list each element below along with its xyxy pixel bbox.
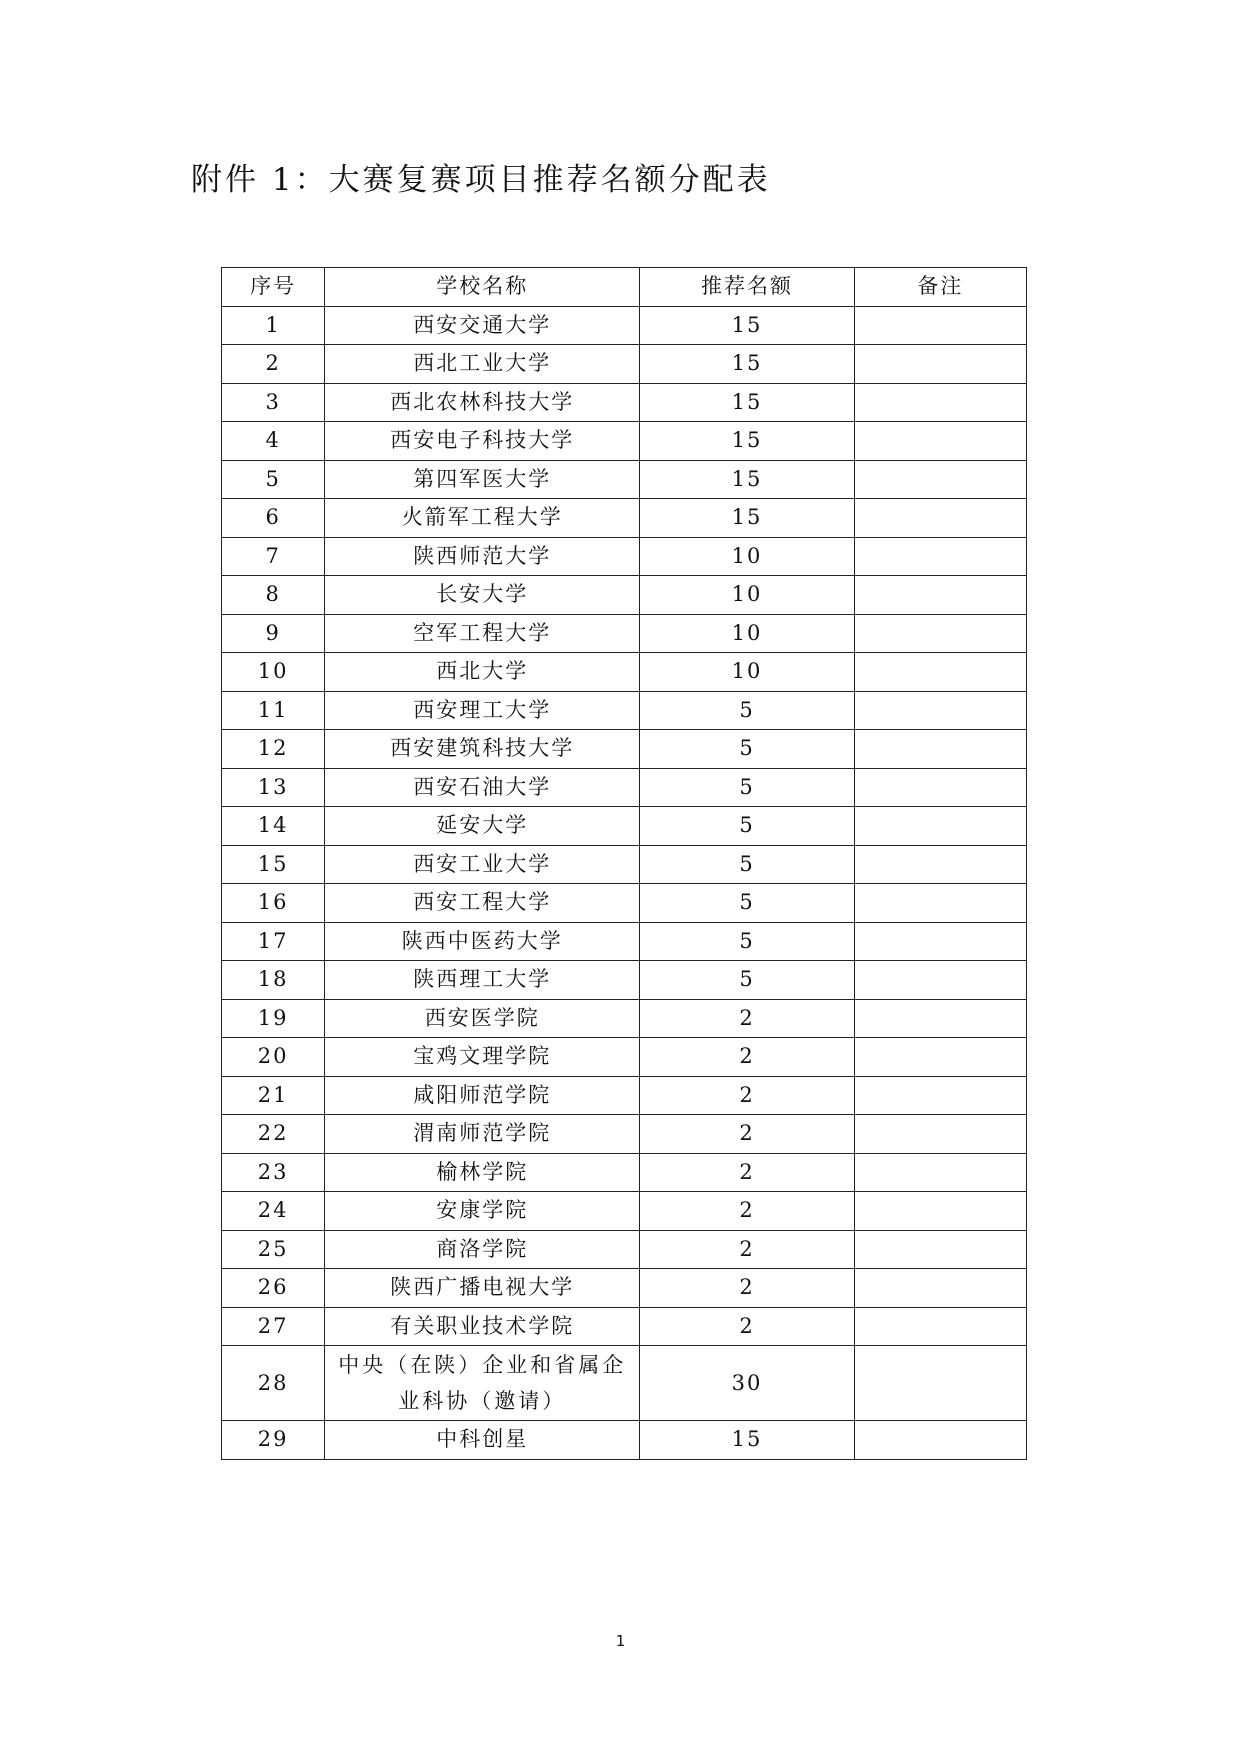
row-number: 11 [222, 691, 325, 730]
remark-cell [854, 1115, 1026, 1154]
remark-cell [854, 345, 1026, 384]
quota-value: 2 [640, 1307, 855, 1346]
school-name: 陕西理工大学 [325, 961, 640, 1000]
remark-cell [854, 884, 1026, 923]
table-row [222, 1192, 1027, 1231]
table-row [222, 1115, 1027, 1154]
remark-cell [854, 768, 1026, 807]
quota-value: 15 [640, 383, 855, 422]
remark-cell [854, 730, 1026, 769]
school-name: 宝鸡文理学院 [325, 1038, 640, 1077]
school-name: 西北大学 [325, 653, 640, 692]
table-row [222, 845, 1027, 884]
table-row [222, 922, 1027, 961]
table-row [222, 1230, 1027, 1269]
quota-allocation-table [221, 267, 1027, 1460]
remark-cell [854, 1076, 1026, 1115]
table-header-row [222, 268, 1027, 307]
remark-cell [854, 1153, 1026, 1192]
row-number: 3 [222, 383, 325, 422]
quota-value: 30 [640, 1346, 855, 1421]
quota-value: 2 [640, 1115, 855, 1154]
quota-value: 15 [640, 422, 855, 461]
row-number: 17 [222, 922, 325, 961]
school-name: 西安理工大学 [325, 691, 640, 730]
remark-cell [854, 460, 1026, 499]
quota-value: 10 [640, 614, 855, 653]
school-name: 中科创星 [325, 1421, 640, 1460]
quota-value: 5 [640, 768, 855, 807]
remark-cell [854, 422, 1026, 461]
remark-cell [854, 845, 1026, 884]
school-name: 长安大学 [325, 576, 640, 615]
remark-cell [854, 807, 1026, 846]
row-number: 21 [222, 1076, 325, 1115]
school-name: 商洛学院 [325, 1230, 640, 1269]
quota-value: 15 [640, 345, 855, 384]
remark-cell [854, 1307, 1026, 1346]
table-row [222, 1153, 1027, 1192]
table-row [222, 961, 1027, 1000]
remark-cell [854, 1269, 1026, 1308]
row-number: 22 [222, 1115, 325, 1154]
table-row [222, 499, 1027, 538]
quota-value: 10 [640, 653, 855, 692]
table-row [222, 1269, 1027, 1308]
row-number: 10 [222, 653, 325, 692]
school-name: 咸阳师范学院 [325, 1076, 640, 1115]
school-name: 西安电子科技大学 [325, 422, 640, 461]
row-number: 4 [222, 422, 325, 461]
row-number: 20 [222, 1038, 325, 1077]
row-number: 9 [222, 614, 325, 653]
remark-cell [854, 1346, 1026, 1421]
row-number: 12 [222, 730, 325, 769]
table-row [222, 1307, 1027, 1346]
school-name: 延安大学 [325, 807, 640, 846]
quota-value: 5 [640, 807, 855, 846]
row-number: 1 [222, 306, 325, 345]
table-row [222, 306, 1027, 345]
school-name: 西北农林科技大学 [325, 383, 640, 422]
row-number: 5 [222, 460, 325, 499]
row-number: 18 [222, 961, 325, 1000]
row-number: 15 [222, 845, 325, 884]
remark-cell [854, 1421, 1026, 1460]
school-name: 西安工业大学 [325, 845, 640, 884]
header-remark: 备注 [854, 268, 1026, 307]
row-number: 28 [222, 1346, 325, 1421]
row-number: 29 [222, 1421, 325, 1460]
row-number: 19 [222, 999, 325, 1038]
table-row [222, 691, 1027, 730]
table-row [222, 1421, 1027, 1460]
quota-value: 2 [640, 1230, 855, 1269]
school-name: 西北工业大学 [325, 345, 640, 384]
remark-cell [854, 1192, 1026, 1231]
table-row [222, 1076, 1027, 1115]
remark-cell [854, 383, 1026, 422]
school-name: 火箭军工程大学 [325, 499, 640, 538]
table-row [222, 460, 1027, 499]
remark-cell [854, 499, 1026, 538]
remark-cell [854, 961, 1026, 1000]
row-number: 25 [222, 1230, 325, 1269]
row-number: 23 [222, 1153, 325, 1192]
row-number: 14 [222, 807, 325, 846]
table-row [222, 653, 1027, 692]
school-name: 西安医学院 [325, 999, 640, 1038]
quota-value: 5 [640, 730, 855, 769]
table-row [222, 1346, 1027, 1421]
remark-cell [854, 537, 1026, 576]
row-number: 6 [222, 499, 325, 538]
quota-value: 2 [640, 1269, 855, 1308]
table-row [222, 614, 1027, 653]
row-number: 16 [222, 884, 325, 923]
school-name: 中央（在陕）企业和省属企业科协（邀请） [325, 1346, 640, 1421]
quota-value: 5 [640, 691, 855, 730]
remark-cell [854, 999, 1026, 1038]
remark-cell [854, 576, 1026, 615]
school-name: 安康学院 [325, 1192, 640, 1231]
table-row [222, 884, 1027, 923]
school-name: 陕西广播电视大学 [325, 1269, 640, 1308]
row-number: 2 [222, 345, 325, 384]
school-name: 西安石油大学 [325, 768, 640, 807]
school-name: 渭南师范学院 [325, 1115, 640, 1154]
school-name: 榆林学院 [325, 1153, 640, 1192]
quota-value: 2 [640, 1192, 855, 1231]
school-name: 陕西师范大学 [325, 537, 640, 576]
quota-value: 2 [640, 1076, 855, 1115]
quota-value: 15 [640, 499, 855, 538]
school-name: 空军工程大学 [325, 614, 640, 653]
header-quota: 推荐名额 [640, 268, 855, 307]
quota-value: 5 [640, 884, 855, 923]
quota-value: 2 [640, 1153, 855, 1192]
quota-value: 15 [640, 460, 855, 499]
row-number: 13 [222, 768, 325, 807]
table-row [222, 807, 1027, 846]
quota-value: 10 [640, 576, 855, 615]
quota-value: 15 [640, 306, 855, 345]
remark-cell [854, 306, 1026, 345]
row-number: 24 [222, 1192, 325, 1231]
row-number: 7 [222, 537, 325, 576]
row-number: 26 [222, 1269, 325, 1308]
school-name: 西安交通大学 [325, 306, 640, 345]
table-row [222, 422, 1027, 461]
table-row [222, 383, 1027, 422]
table-row [222, 1038, 1027, 1077]
quota-value: 2 [640, 999, 855, 1038]
quota-value: 10 [640, 537, 855, 576]
remark-cell [854, 614, 1026, 653]
table-body [222, 306, 1027, 1459]
table-row [222, 768, 1027, 807]
row-number: 27 [222, 1307, 325, 1346]
school-name: 陕西中医药大学 [325, 922, 640, 961]
school-name: 西安建筑科技大学 [325, 730, 640, 769]
remark-cell [854, 922, 1026, 961]
row-number: 8 [222, 576, 325, 615]
quota-value: 5 [640, 961, 855, 1000]
quota-value: 5 [640, 922, 855, 961]
table-row [222, 730, 1027, 769]
school-name: 西安工程大学 [325, 884, 640, 923]
table-row [222, 537, 1027, 576]
remark-cell [854, 653, 1026, 692]
page-title: 附件 1：大赛复赛项目推荐名额分配表 [191, 162, 771, 198]
quota-value: 5 [640, 845, 855, 884]
remark-cell [854, 691, 1026, 730]
table-row [222, 345, 1027, 384]
remark-cell [854, 1230, 1026, 1269]
header-school-name: 学校名称 [325, 268, 640, 307]
header-no: 序号 [222, 268, 325, 307]
quota-value: 2 [640, 1038, 855, 1077]
school-name: 有关职业技术学院 [325, 1307, 640, 1346]
remark-cell [854, 1038, 1026, 1077]
page-number: 1 [615, 1632, 626, 1650]
table-row [222, 999, 1027, 1038]
school-name: 第四军医大学 [325, 460, 640, 499]
table-row [222, 576, 1027, 615]
quota-value: 15 [640, 1421, 855, 1460]
